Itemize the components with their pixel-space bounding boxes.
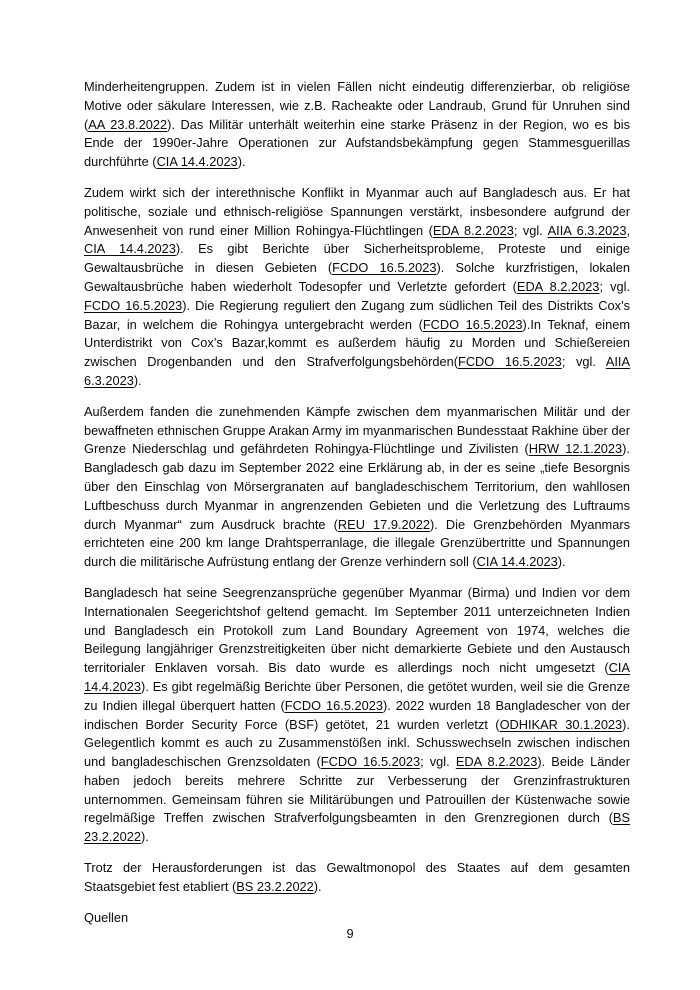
text-run: ; vgl. [513,222,548,238]
text-run: Minderheitengruppen. Zudem ist in vielen Fällen nicht eindeutig differenzierbar, ob religiöse Motive oder säkulare Interessen, wie z.B. Racheakte oder Landraub, Grund für Unruhen sind ( [84,79,630,132]
citation-link[interactable]: ODHIKAR 30.1.2023 [499,716,623,732]
text-run: ).In Teknaf, einem Unterdistrikt von Cox’s Bazar,kommt es außerdem häufig zu Morden und Schießereien zwischen Drogenbanden und den Strafverfolgungsbehörden( [84,316,630,370]
citation-link[interactable]: CIA 14.4.2023 [476,554,558,570]
citation-link[interactable]: REU 17.9.2022 [337,516,430,532]
text-run: ). [557,554,566,570]
text-run: ). 2022 wurden 18 Bangladescher von der indischen Border Security Force (BSF) getötet, 21 wurden verletzt ( [84,697,630,732]
paragraph [84,78,630,172]
text-run: ; vgl. [561,354,606,370]
page-number: 9 [346,926,354,942]
citation-link[interactable]: FCDO 16.5.2023 [458,354,562,370]
citation-link[interactable]: CIA 14.4.2023 [156,154,238,170]
citation-link[interactable]: HRW 12.1.2023 [528,441,623,457]
paragraph [84,184,630,391]
citation-link[interactable]: AA 23.8.2022 [88,116,168,132]
section-heading-quellen: Quellen [84,909,129,925]
text-run: ). [133,372,142,388]
text-run: Zudem wirkt sich der interethnische Konflikt in Myanmar auch auf Bangladesch aus. Er hat politische, soziale und ethnisch-religiöse Spannungen verstärkt, insbesondere aufgrund der Anwesenheit von rund einer Million Rohingya-Flüchtlingen ( [84,184,630,238]
text-run: ). [140,829,149,845]
citation-link[interactable]: AIIA 6.3.2023 [547,222,627,238]
citation-link[interactable]: AIIA 6.3.2023 [84,354,630,388]
citation-link[interactable]: CIA 14.4.2023 [84,241,176,257]
citation-link[interactable]: FCDO 16.5.2023 [332,260,437,276]
paragraph [84,584,630,847]
citation-link[interactable]: EDA 8.2.2023 [516,278,600,294]
text-run: ). Die Grenzbehörden Myanmars errichteten eine 200 km lange Drahtsperranlage, die illegale Grenzübertritte und Spannungen durch die militärische Aufrüstung entlang der Grenze verhindern soll ( [84,516,630,570]
text-run: ). [237,154,246,170]
citation-link[interactable]: EDA 8.2.2023 [432,222,514,238]
text-run: ). Bangladesch gab dazu im September 2022 eine Erklärung ab, in der es seine „tiefe Besorgnis über den Einschlag von Mörsergranaten auf bangladeschischem Territorium, den wahllosen Luftbeschuss durch Myanmar in angrenzenden Gebieten und die Verletzung des Luftraums durch Myanmar“ zum Ausdruck brachte ( [84,441,630,532]
citation-link[interactable]: FCDO 16.5.2023 [284,697,383,713]
citation-link[interactable]: EDA 8.2.2023 [455,754,538,770]
citation-link[interactable]: FCDO 16.5.2023 [84,297,183,313]
text-run: ). Es gibt Berichte über Sicherheitsprobleme, Proteste und einige Gewaltausbrüche in diesen Gebieten ( [84,241,630,276]
text-run: Trotz der Herausforderungen ist das Gewaltmonopol des Staates auf dem gesamten Staatsgebiet fest etabliert ( [84,860,630,894]
citation-link[interactable]: BS 23.2.2022 [236,878,314,894]
text-run: ). Solche kurzfristigen, lokalen Gewaltausbrüche haben wiederholt Todesopfer und Verletzte gefordert ( [84,260,630,294]
text-run: ; vgl. [599,278,631,294]
text-run: ). [313,878,322,894]
citation-link[interactable]: FCDO 16.5.2023 [422,316,523,332]
paragraph [84,403,630,572]
text-run: ). Das Militär unterhält weiterhin eine starke Präsenz in der Region, wo es bis Ende der 1990er-Jahre Operationen zur Aufstandsbekämpfung gegen Stammesguerillas durchführte ( [84,116,630,170]
text-run: ). Gelegentlich kommt es auch zu Zusammenstößen inkl. Schusswechseln zwischen indischen und bangladeschischen Grenzsoldaten ( [84,716,630,770]
text-run: Außerdem fanden die zunehmenden Kämpfe zwischen dem myanmarischen Militär und der bewaffneten ethnischen Gruppe Arakan Army im myanmarischen Bundesstaat Rakhine über der Grenze Niederschlag und gefährdeten Rohingya-Flüchtlinge und Zivilisten ( [84,403,630,457]
citation-link[interactable]: BS 23.2.2022 [84,810,630,845]
text-run: ). Beide Länder haben jedoch bereits mehrere Schritte zur Verbesserung der Grenzinfrastrukturen unternommen. Gemeinsam führen sie Militärübungen und Patrouillen der Küstenwache sowie regelmäßige Treffen zwischen Strafverfolgungsbeamten in den Grenzregionen durch ( [84,754,630,826]
citation-link[interactable]: CIA 14.4.2023 [84,660,630,694]
text-run: , [626,222,631,238]
citation-link[interactable]: FCDO 16.5.2023 [320,754,421,770]
text-run: Bangladesch hat seine Seegrenzansprüche gegenüber Myanmar (Birma) und Indien vor dem Internationalen Seegerichtshof geltend gemacht. Im September 2011 unterzeichneten Indien und Bangladesch ein Protokoll zum Land Boundary Agreement von 1974, welches die Beilegung langjähriger Grenzstreitigkeiten über nicht demarkierte Gebiete und den Austausch territorialer Enklaven vorsah. Bis dato wurde es allerdings noch nicht umgesetzt ( [84,584,630,676]
page-content [84,78,630,939]
text-run: ). Die Regierung reguliert den Zugang zum südlichen Teil des Distrikts Cox’s Bazar, in welchem die Rohingya untergebracht werden ( [84,297,630,332]
text-run: ; vgl. [420,754,456,770]
text-run: ). Es gibt regelmäßig Berichte über Personen, die getötet wurden, weil sie die Grenze zu Indien illegal überquert hatten ( [84,678,630,713]
paragraph [84,859,630,897]
